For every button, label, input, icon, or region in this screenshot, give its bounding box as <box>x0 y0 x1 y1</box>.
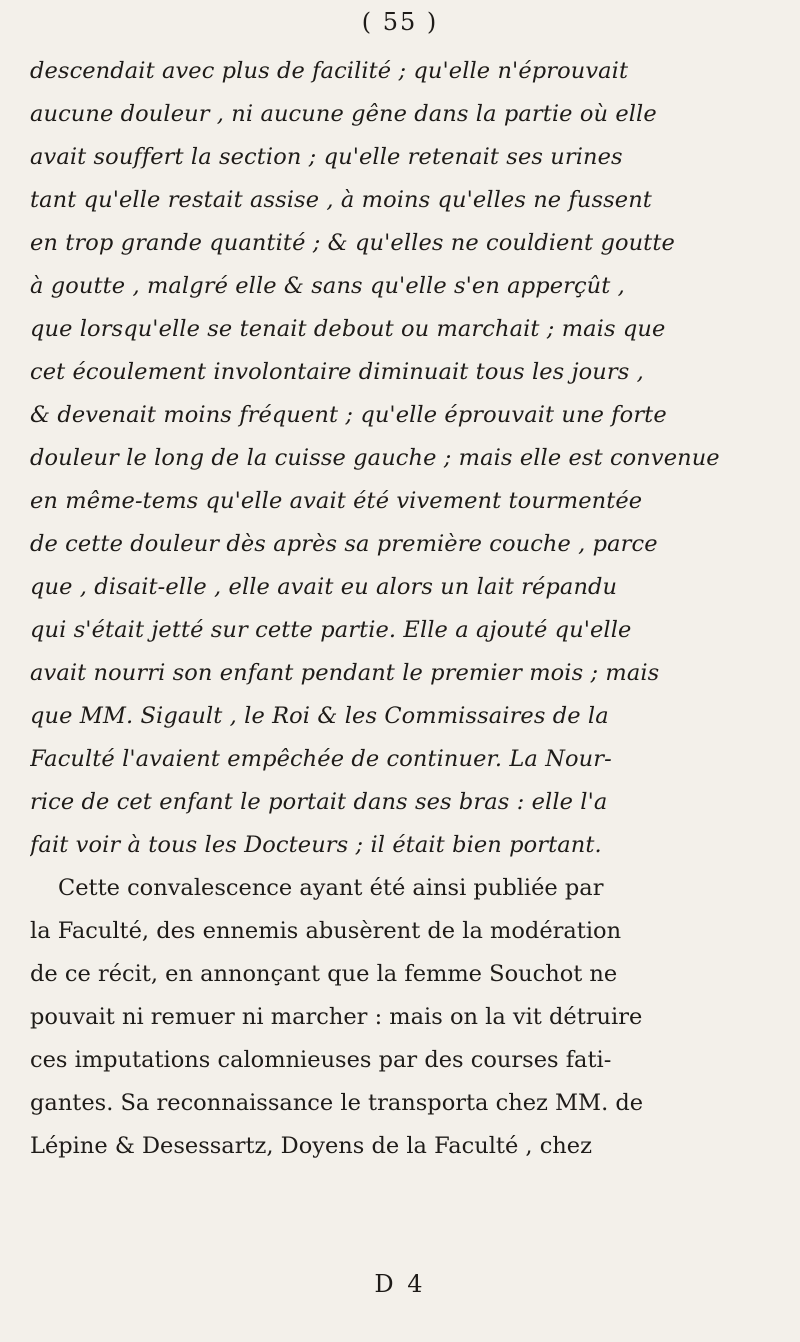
text-line: que MM. Sigault , le Roi & les Commissaires de la <box>30 703 609 729</box>
text-line: à goutte , malgré elle & sans qu'elle s'en apperçût , <box>30 273 625 299</box>
text-line: la Faculté, des ennemis abusèrent de la modération <box>30 918 622 944</box>
text-line: gantes. Sa reconnaissance le transporta chez MM. de <box>30 1090 644 1116</box>
text-line: en même-tems qu'elle avait été vivement tourmentée <box>30 488 643 514</box>
text-line: rice de cet enfant le portait dans ses bras : elle l'a <box>30 789 608 815</box>
text-line: ces imputations calomnieuses par des courses fati- <box>30 1047 612 1073</box>
text-line: avait souffert la section ; qu'elle retenait ses urines <box>30 144 623 170</box>
signature-mark: D 4 <box>374 1270 426 1298</box>
text-line: de ce récit, en annonçant que la femme Souchot ne <box>30 961 618 987</box>
text-line: avait nourri son enfant pendant le premier mois ; mais <box>30 660 660 686</box>
paragraph-start-line: Cette convalescence ayant été ainsi publiée par <box>58 875 604 901</box>
text-line: Faculté l'avaient empêchée de continuer. La Nour- <box>30 746 612 772</box>
text-line: de cette douleur dès après sa première couche , parce <box>30 531 658 557</box>
body-text <box>30 50 780 1168</box>
text-line: en trop grande quantité ; & qu'elles ne couldient goutte <box>30 230 675 256</box>
text-line: que , disait-elle , elle avait eu alors un lait répandu <box>30 574 618 600</box>
text-line: aucune douleur , ni aucune gêne dans la partie où elle <box>30 101 657 127</box>
text-line: tant qu'elle restait assise , à moins qu'elles ne fussent <box>30 187 652 213</box>
text-line: & devenait moins fréquent ; qu'elle éprouvait une forte <box>30 402 667 428</box>
text-line: descendait avec plus de facilité ; qu'elle n'éprouvait <box>30 58 629 84</box>
text-line: cet écoulement involontaire diminuait tous les jours , <box>30 359 644 385</box>
text-line: fait voir à tous les Docteurs ; il était bien portant. <box>30 832 602 858</box>
text-line: douleur le long de la cuisse gauche ; mais elle est convenue <box>30 445 720 471</box>
page-number: ( 55 ) <box>361 8 439 36</box>
text-line: Lépine & Desessartz, Doyens de la Faculté , chez <box>30 1133 592 1159</box>
text-line: pouvait ni remuer ni marcher : mais on la vit détruire <box>30 1004 643 1030</box>
text-line: qui s'était jetté sur cette partie. Elle a ajouté qu'elle <box>30 617 632 643</box>
text-line: que lorsqu'elle se tenait debout ou marchait ; mais que <box>30 316 666 342</box>
